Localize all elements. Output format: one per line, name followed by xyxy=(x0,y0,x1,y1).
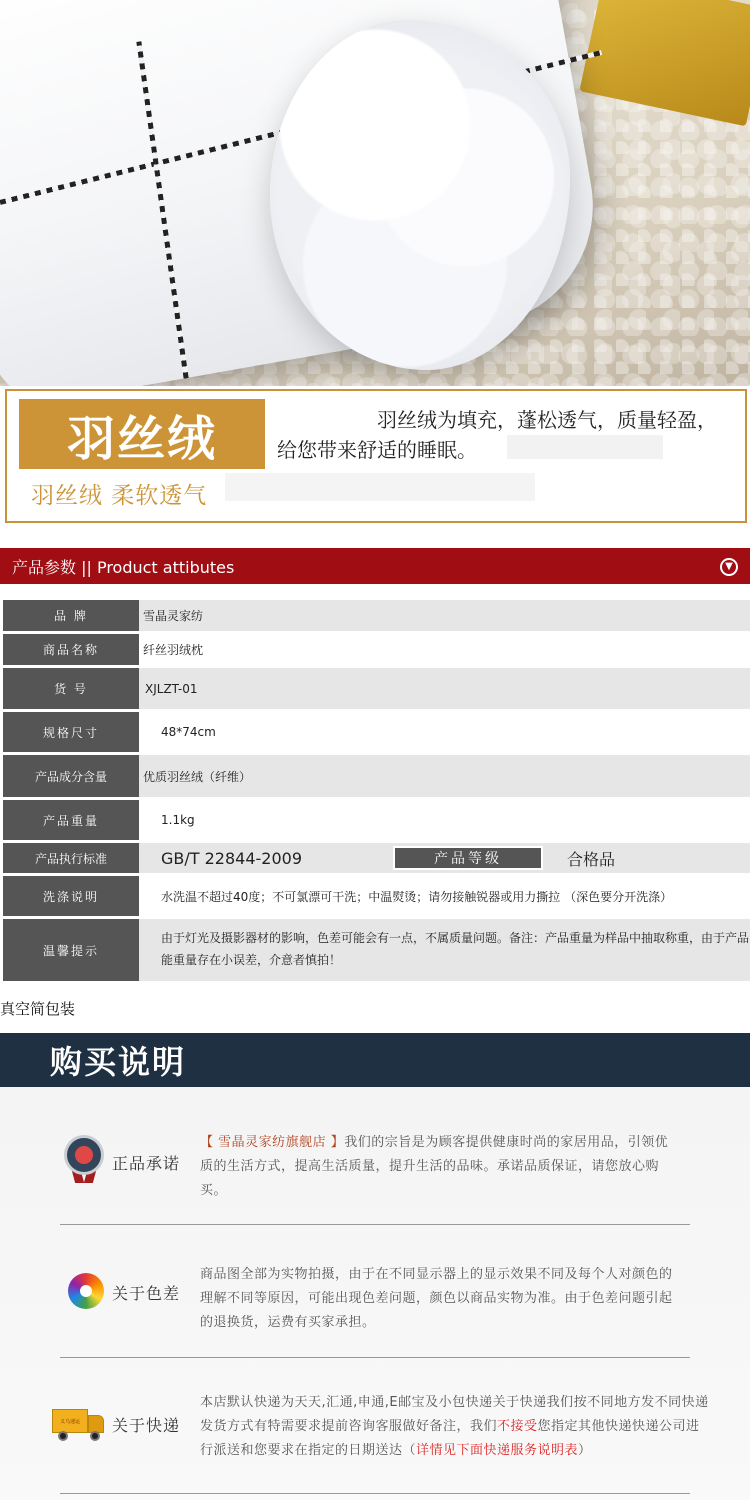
delivery-text-2: 您指定其他快递快递公司进行派送和您要求在指定的日期送达（ xyxy=(200,1419,700,1458)
truck-label: 义乌速运 xyxy=(52,1409,88,1433)
material-subtitle: 羽丝绒 柔软透气 xyxy=(31,483,208,509)
hero-product-photo xyxy=(0,0,750,386)
background-patch xyxy=(225,473,535,501)
buy-instructions-body xyxy=(0,1087,750,1500)
medal-icon xyxy=(64,1135,104,1183)
param-row-name xyxy=(3,634,750,665)
product-attributes-header xyxy=(0,548,750,584)
delivery-text-1: 本店默认快递为天天,汇通,申通,E邮宝及小包快递关于快递我们按不同地方发不同快递发货方式有特需要求提前咨询客服做好备注，我们 xyxy=(200,1395,709,1434)
param-row-standard xyxy=(3,843,750,873)
item-title: 关于快递 xyxy=(112,1416,181,1435)
divider xyxy=(60,1493,690,1494)
param-row-tips xyxy=(3,919,750,981)
param-value xyxy=(139,843,750,873)
param-value: 48*74cm xyxy=(139,712,750,752)
param-value: 优质羽丝绒（纤维） xyxy=(139,755,750,797)
grade-label: 产品等级 xyxy=(393,846,543,870)
param-value: 由于灯光及摄影器材的影响，色差可能会有一点，不属质量问题。备注：产品重量为样品中抽取称重，由于产品能重量存在小误差，介意者慎拍！ xyxy=(139,919,750,981)
item-title: 关于色差 xyxy=(112,1284,181,1303)
delivery-text-red-1: 不接受 xyxy=(497,1419,538,1434)
grade-value: 合格品 xyxy=(567,849,616,869)
item-text xyxy=(200,1131,670,1203)
param-row-weight xyxy=(3,800,750,840)
item-title: 正品承诺 xyxy=(112,1154,181,1173)
param-label: 产品重量 xyxy=(3,800,139,840)
param-value: 雪晶灵家纺 xyxy=(139,600,750,631)
param-label: 温馨提示 xyxy=(3,919,139,981)
section-title: 产品参数 || Product attibutes xyxy=(12,557,235,577)
store-name: 【 雪晶灵家纺旗舰店 】 xyxy=(200,1135,345,1150)
param-value: XJLZT-01 xyxy=(139,668,750,709)
delivery-text-red-2: 详情见下面快递服务说明表 xyxy=(416,1443,579,1458)
description-line-2: 给您带来舒适的睡眠。 xyxy=(277,438,477,462)
param-value: 1.1kg xyxy=(139,800,750,840)
item-text xyxy=(200,1391,712,1463)
divider xyxy=(60,1224,690,1225)
param-row-washing xyxy=(3,876,750,916)
param-value: 水洗温不超过40度；不可氯漂可干洗；中温熨烫；请勿接触锐器或用力撕拉 （深色要分开洗涤） xyxy=(139,876,750,916)
divider xyxy=(60,1357,690,1358)
param-label: 规格尺寸 xyxy=(3,712,139,752)
params-table xyxy=(3,600,750,984)
param-row-composition xyxy=(3,755,750,797)
item-text-rest: 我们的宗旨是为顾客提供健康时尚的家居用品，引领优质的生活方式，提高生活质量，提升生活的品味。承诺品质保证，请您放心购买。 xyxy=(200,1135,669,1198)
param-value: 纤丝羽绒枕 xyxy=(139,634,750,665)
param-row-size xyxy=(3,712,750,752)
material-badge: 羽丝绒 xyxy=(19,399,265,469)
item-text: 商品图全部为实物拍摄，由于在不同显示器上的显示效果不同及每个人对颜色的理解不同等原因，可能出现色差问题，颜色以商品实物为准。由于色差问题引起的退换货，运费有买家承担。 xyxy=(200,1267,673,1330)
delivery-text-3: ） xyxy=(578,1443,592,1458)
param-label: 品 牌 xyxy=(3,600,139,631)
packaging-note: 真空简包装 xyxy=(0,1000,76,1018)
material-description xyxy=(277,405,737,465)
standard-value: GB/T 22844-2009 xyxy=(161,848,303,868)
param-label: 货 号 xyxy=(3,668,139,709)
param-label: 产品执行标准 xyxy=(3,843,139,873)
param-row-brand xyxy=(3,600,750,631)
chevron-down-circle-icon[interactable]: ▼ xyxy=(720,558,738,576)
delivery-truck-icon xyxy=(52,1407,106,1441)
buy-instructions-header: 购买说明 xyxy=(0,1033,750,1087)
color-wheel-icon xyxy=(68,1273,104,1309)
param-row-sku xyxy=(3,668,750,709)
param-label: 洗涤说明 xyxy=(3,876,139,916)
intro-box xyxy=(5,389,747,523)
param-label: 商品名称 xyxy=(3,634,139,665)
param-label: 产品成分含量 xyxy=(3,755,139,797)
description-line-1: 羽丝绒为填充，蓬松透气，质量轻盈， xyxy=(377,408,717,432)
